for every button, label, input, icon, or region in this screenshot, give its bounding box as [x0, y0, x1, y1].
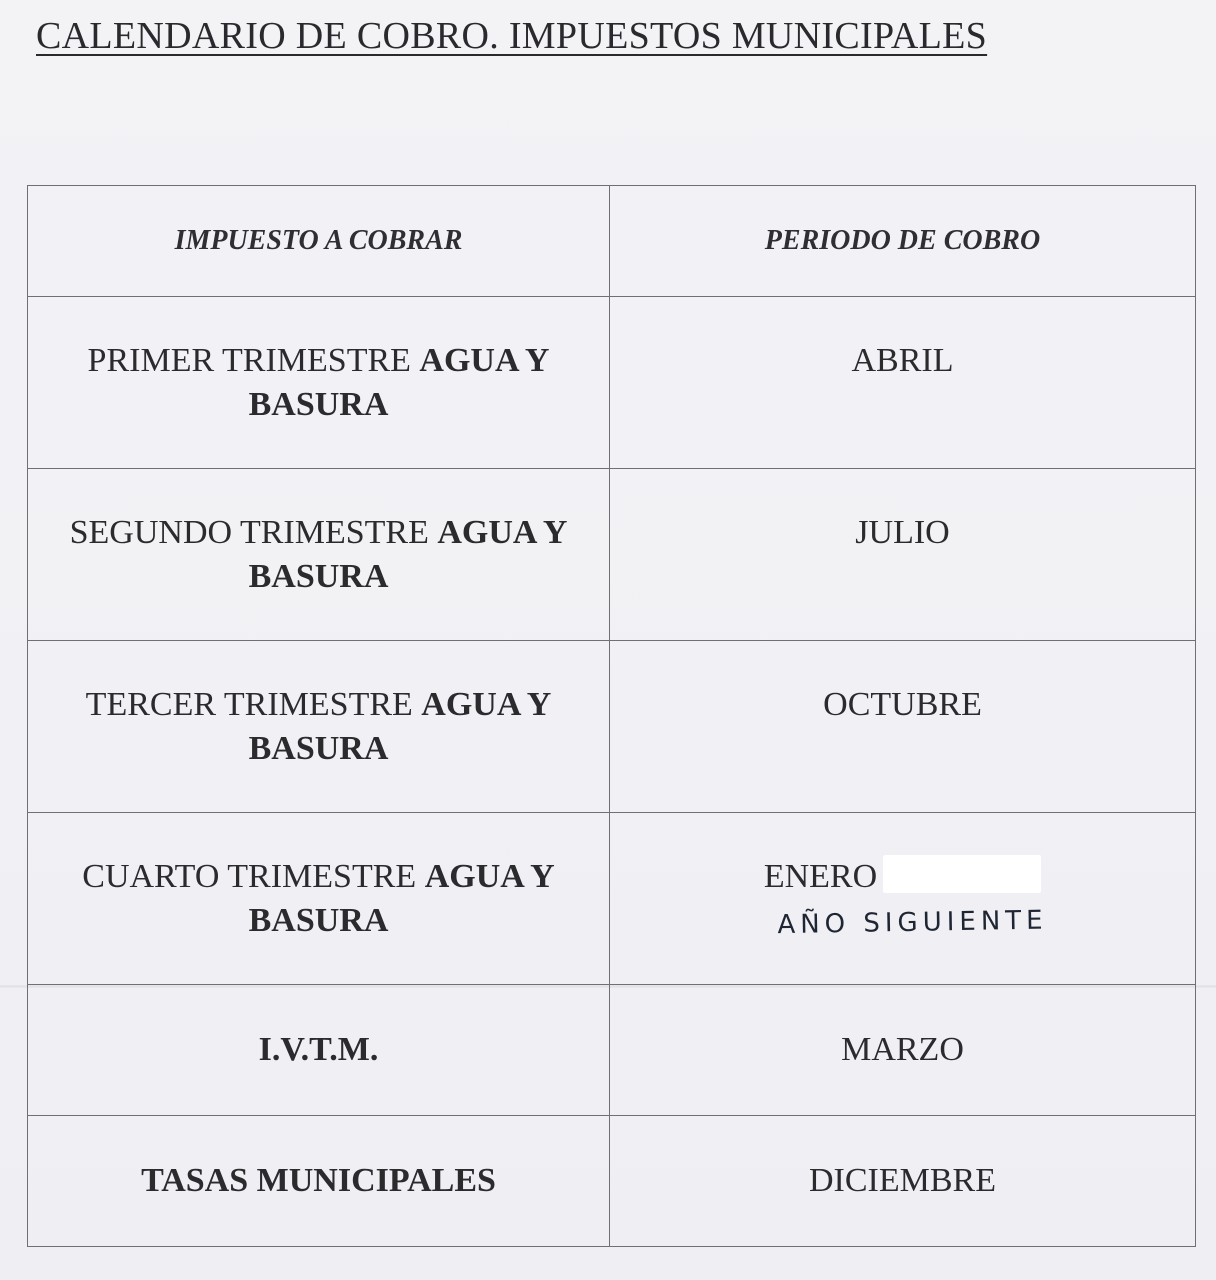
cell-periodo	[610, 813, 1196, 985]
handwritten-note: AÑO SIGUIENTE	[777, 905, 1048, 941]
cell-impuesto	[28, 297, 610, 469]
impuesto-text: TERCER TRIMESTRE	[85, 686, 422, 723]
cell-periodo: JULIO	[610, 469, 1196, 641]
cell-impuesto	[28, 469, 610, 641]
table-row	[28, 1116, 1196, 1247]
header-impuesto: IMPUESTO A COBRAR	[28, 186, 610, 297]
cell-impuesto	[28, 641, 610, 813]
impuesto-text: CUARTO TRIMESTRE	[82, 858, 425, 895]
tax-calendar-table	[27, 185, 1196, 1247]
impuesto-text: PRIMER TRIMESTRE	[87, 342, 420, 379]
impuesto-text: SEGUNDO TRIMESTRE	[69, 514, 438, 551]
table-row	[28, 985, 1196, 1116]
cell-periodo: DICIEMBRE	[610, 1116, 1196, 1247]
periodo-text: ENERO	[763, 858, 878, 895]
table-row	[28, 469, 1196, 641]
table-row	[28, 641, 1196, 813]
cell-impuesto	[28, 813, 610, 985]
impuesto-bold-text: AGUA Y BASURA	[248, 514, 568, 595]
table-row	[28, 297, 1196, 469]
header-periodo: PERIODO DE COBRO	[610, 186, 1196, 297]
document-title: CALENDARIO DE COBRO. IMPUESTOS MUNICIPALES	[36, 15, 988, 57]
cell-impuesto: I.V.T.M.	[28, 985, 610, 1116]
cell-periodo: OCTUBRE	[610, 641, 1196, 813]
table-row	[28, 813, 1196, 985]
cell-impuesto: TASAS MUNICIPALES	[28, 1116, 610, 1247]
cell-periodo: MARZO	[610, 985, 1196, 1116]
impuesto-bold-text: AGUA Y BASURA	[248, 686, 552, 767]
impuesto-bold-text: AGUA Y BASURA	[248, 342, 550, 423]
table-header-row	[28, 186, 1196, 297]
impuesto-bold-text: AGUA Y BASURA	[248, 858, 555, 939]
cell-periodo: ABRIL	[610, 297, 1196, 469]
redaction-patch	[883, 855, 1041, 893]
